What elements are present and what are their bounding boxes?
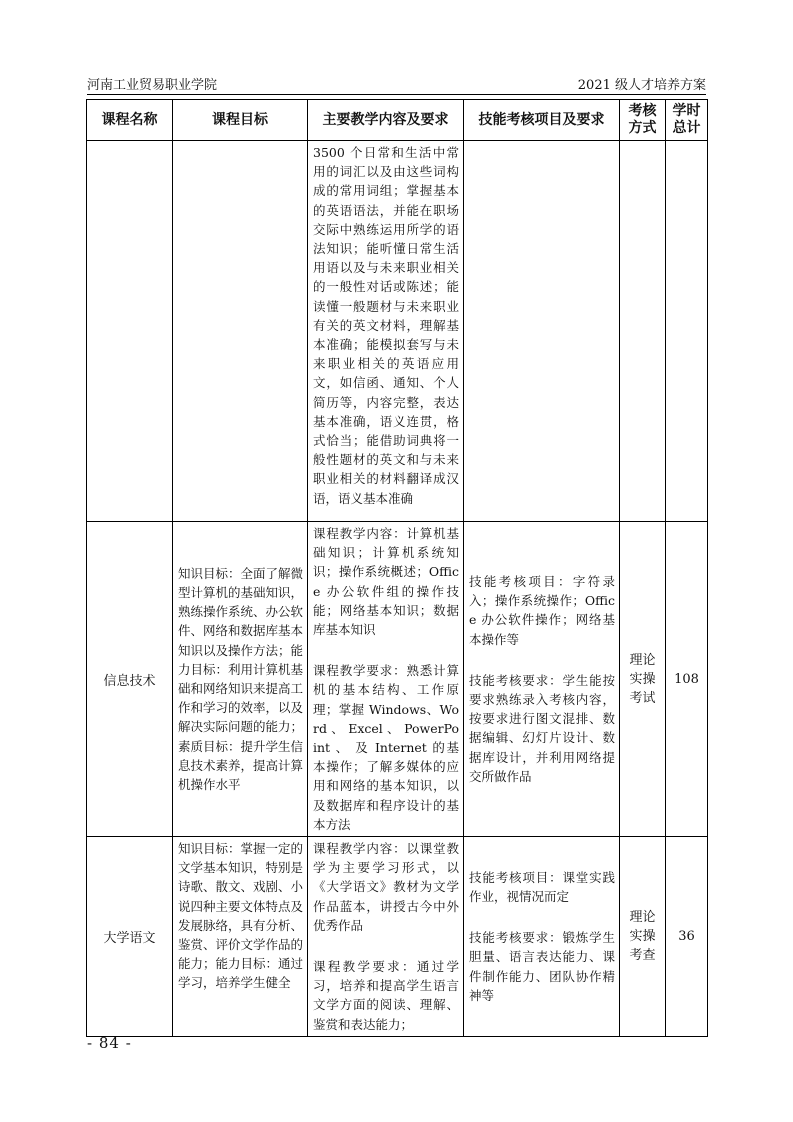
table-row (87, 522, 708, 837)
method-cell (620, 837, 666, 1037)
header-plan-title: 2021 级人才培养方案 (577, 78, 706, 93)
objective-text: 知识目标：掌握一定的文学基本知识，特别是诗歌、散文、戏剧、小说四种主要文体特点及发展脉络，具有分析、鉴赏、评价文学作品的能力；能力目标：通过学习，培养学生健全 (178, 841, 304, 991)
course-name-cell: 大学语文 (87, 837, 173, 1037)
skills-cell (464, 522, 620, 837)
column-header-name: 课程名称 (87, 100, 173, 141)
header-divider (87, 94, 706, 95)
skills-paragraph-1: 技能考核项目：字符录入；操作系统操作；Office 办公软件操作；网络基本操作等 (469, 574, 615, 647)
content-paragraph-1: 课程教学内容：计算机基础知识；计算机系统知识；操作系统概述；Office 办公软件组的操作技能；网络基本知识；数据库基本知识 (313, 526, 459, 638)
column-header-objective: 课程目标 (173, 100, 308, 141)
hours-cell: 108 (666, 522, 708, 837)
paragraph-gap (308, 937, 463, 955)
paragraph-gap (308, 641, 463, 659)
course-name-cell (87, 141, 173, 522)
column-header-hours (666, 100, 708, 141)
page-number: - 84 - (87, 1034, 132, 1052)
content-paragraph-1: 课程教学内容：以课堂教学为主要学习形式，以《大学语文》教材为文学作品蓝本，讲授古今中外优秀作品 (313, 841, 459, 933)
paragraph-gap (464, 651, 619, 669)
method-cell (620, 141, 666, 522)
curriculum-table (86, 99, 708, 1037)
content-cell (308, 837, 464, 1037)
paragraph-gap (464, 908, 619, 926)
hours-cell: 36 (666, 837, 708, 1037)
content-cell (308, 141, 464, 522)
objective-cell (173, 522, 308, 837)
page-header (87, 74, 706, 94)
column-header-content: 主要教学内容及要求 (308, 100, 464, 141)
skills-cell (464, 141, 620, 522)
method-text: 理论实操考试 (629, 652, 656, 706)
content-cell (308, 522, 464, 837)
skills-paragraph-2: 技能考核要求：学生能按要求熟练录入考核内容，按要求进行图文混排、数据编辑、幻灯片设计、数据库设计，并利用网络提交所做作品 (469, 672, 615, 784)
column-header-hours-text: 学时总计 (672, 103, 701, 136)
method-text: 理论实操考查 (629, 909, 656, 963)
skills-paragraph-1: 技能考核项目：课堂实践作业，视情况而定 (469, 869, 615, 905)
content-text: 3500 个日常和生活中常用的词汇以及由这些词构成的常用词组；掌握基本的英语语法，并能在职场交际中熟练运用所学的语法知识；能听懂日常生活用语以及与未来职业相关的一般性对话或陈述；能读懂一般题材与未来职业有关的英文材料，理解基本准确；能模拟套写与未来职业相关的英语应用文，如信函、通知、个人简历等，内容完整，表达基本准确，语义连贯，格式恰当；能借助词典将一般性题材的英文和与未来职业相关的材料翻译成汉语，语义基本准确 (313, 145, 459, 506)
column-header-skills: 技能考核项目及要求 (464, 100, 620, 141)
column-header-method (620, 100, 666, 141)
header-school-name: 河南工业贸易职业学院 (87, 78, 218, 93)
table-header-row (87, 100, 708, 141)
table-row (87, 141, 708, 522)
objective-text: 知识目标：全面了解微型计算机的基础知识，熟练操作系统、办公软件、网络和数据库基本知识以及操作方法；能力目标：利用计算机基础和网络知识来提高工作和学习的效率，以及解决实际问题的能力；素质目标：提升学生信息技术素养，提高计算机操作水平 (178, 565, 304, 793)
skills-paragraph-2: 技能考核要求：锻炼学生胆量、语言表达能力、课件制作能力、团队协作精神等 (469, 930, 615, 1003)
objective-cell (173, 141, 308, 522)
content-paragraph-2: 课程教学要求：通过学习，培养和提高学生语言文学方面的阅读、理解、鉴赏和表达能力； (313, 959, 459, 1032)
objective-cell (173, 837, 308, 1037)
column-header-method-text: 考核方式 (628, 103, 657, 136)
table-row (87, 837, 708, 1037)
course-name-cell: 信息技术 (87, 522, 173, 837)
method-cell (620, 522, 666, 837)
hours-cell (666, 141, 708, 522)
skills-cell (464, 837, 620, 1037)
content-paragraph-2: 课程教学要求：熟悉计算机的基本结构、工作原理；掌握 Windows、Word 、 Excel 、 PowerPoint 、 及 Internet 的基本操作；了解多媒体的应用和网络的基本知识，以及数据库和程序设计的基本方法 (313, 663, 459, 832)
